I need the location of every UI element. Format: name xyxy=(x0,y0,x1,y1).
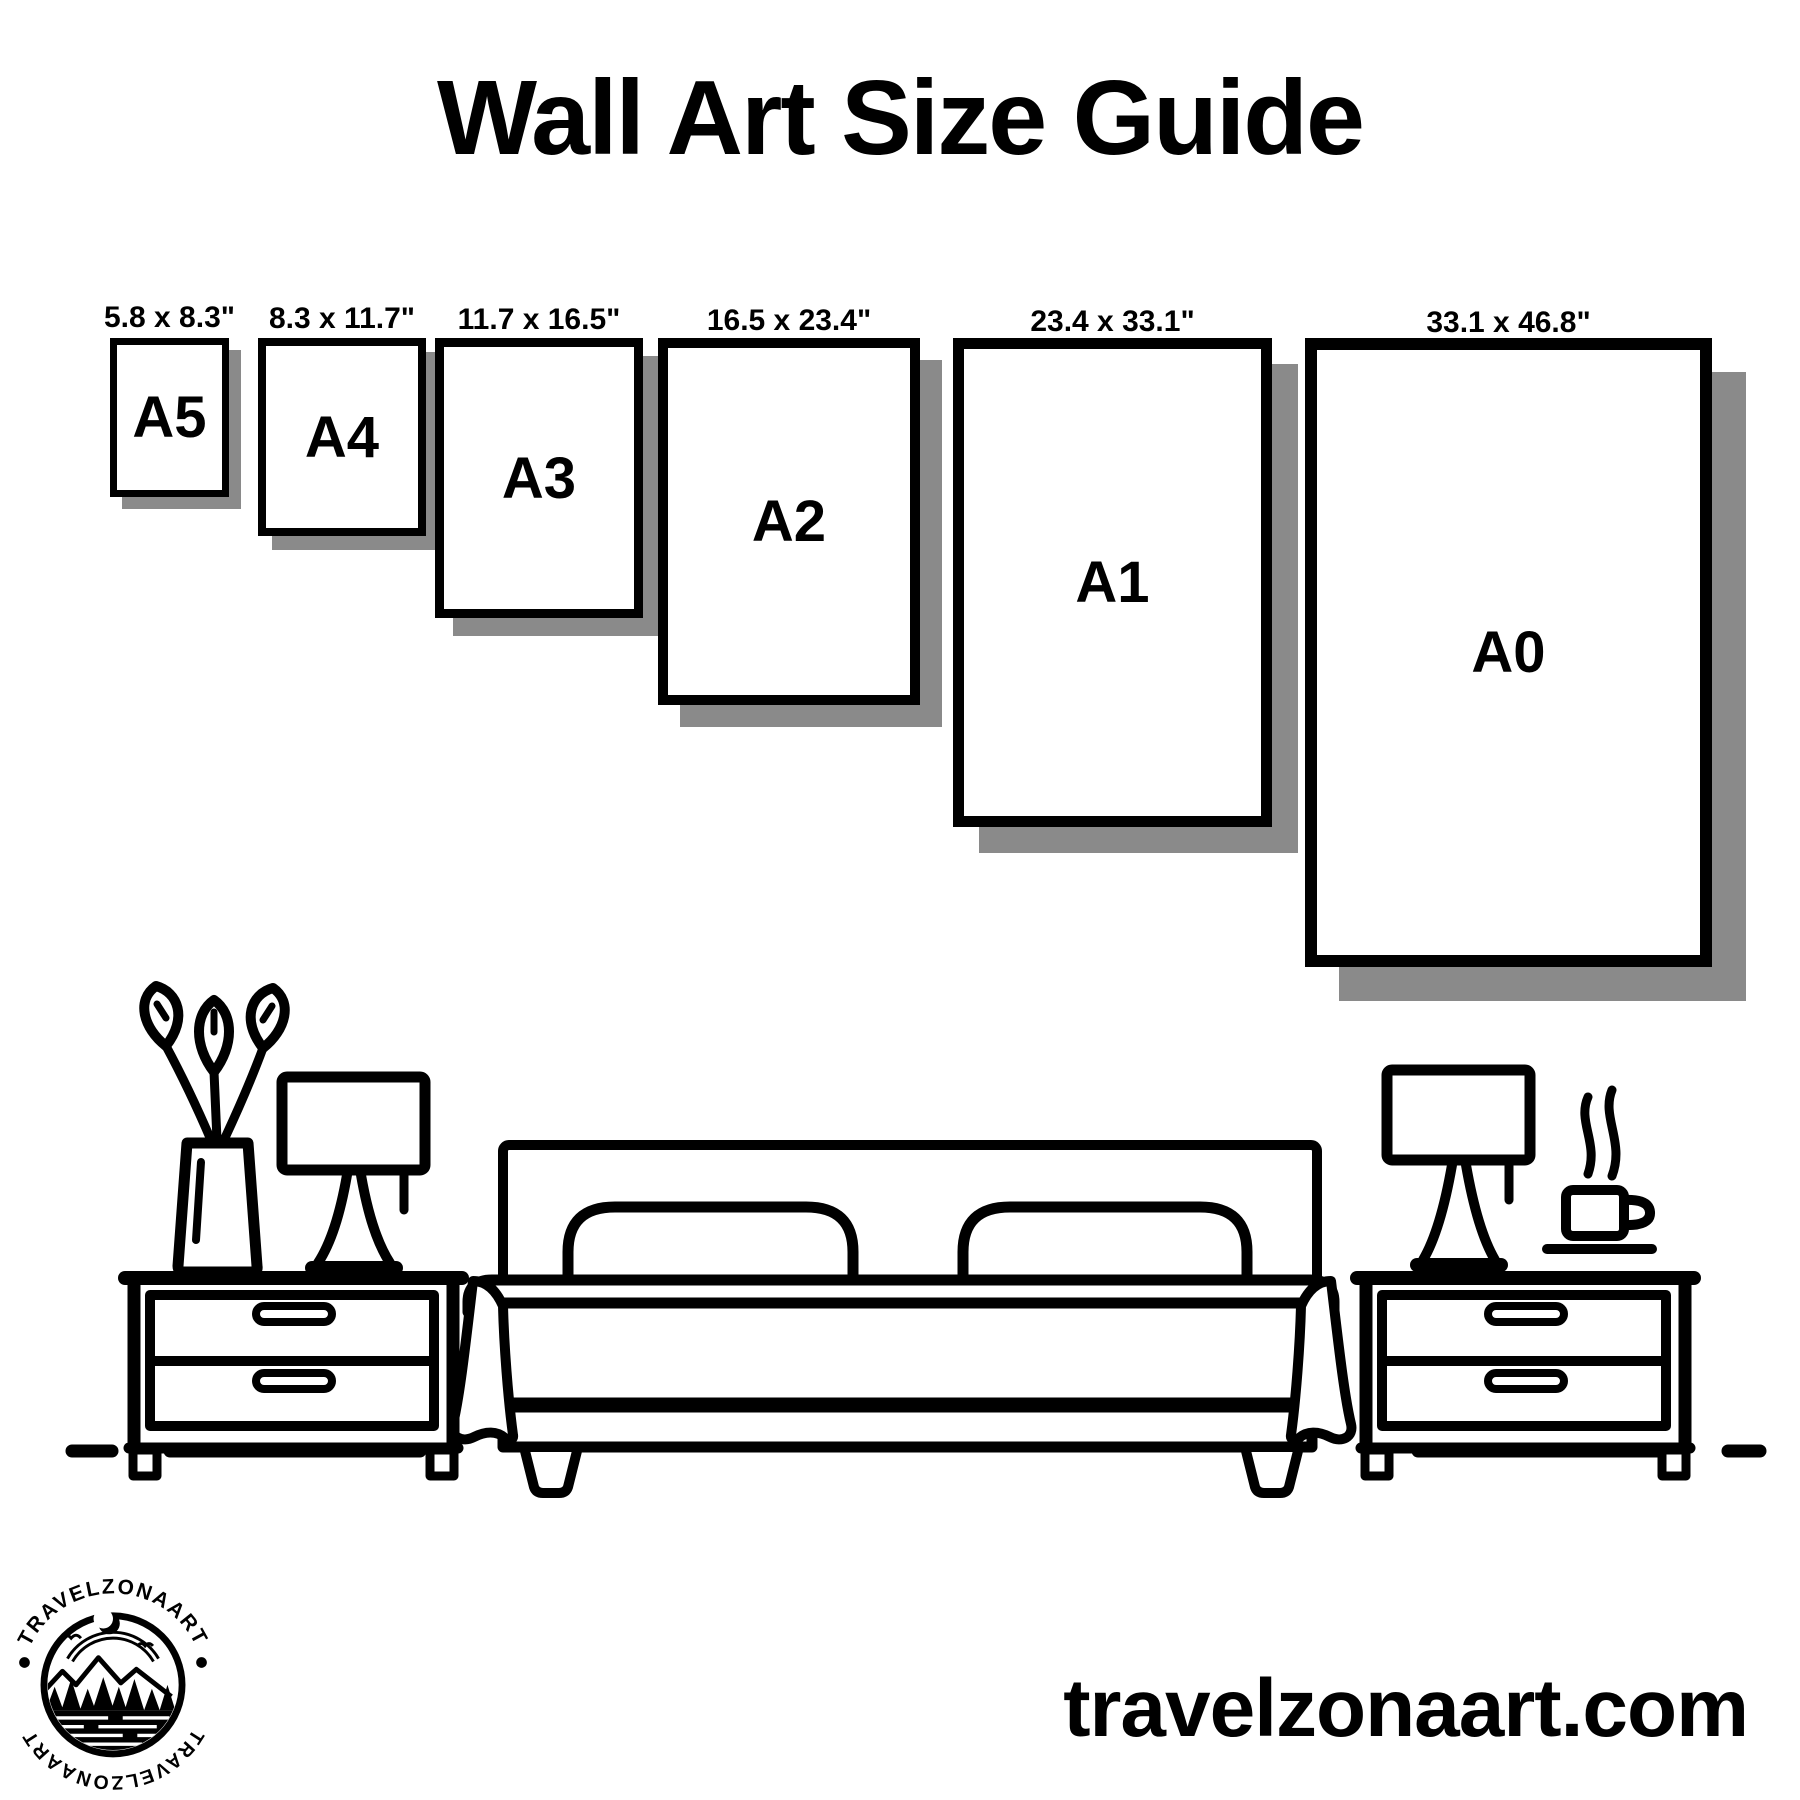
badge-dot-left xyxy=(19,1657,30,1668)
drawer-handle xyxy=(256,1373,332,1389)
frame-letter-a3: A3 xyxy=(501,445,577,511)
drawer-handle xyxy=(1488,1306,1564,1322)
size-label-a2: 16.5 x 23.4" xyxy=(706,304,872,337)
badge-dot-right xyxy=(196,1657,207,1668)
frame-letter-a1: A1 xyxy=(1075,550,1150,615)
page-title: Wall Art Size Guide xyxy=(437,59,1363,177)
plant-vase-icon xyxy=(144,986,284,1272)
brand-logo xyxy=(6,1568,220,1792)
drawer-handle xyxy=(256,1306,332,1322)
frame-letter-a4: A4 xyxy=(304,404,380,470)
bed-icon xyxy=(453,1145,1352,1493)
frame-letter-a5: A5 xyxy=(132,385,207,450)
size-label-a0: 33.1 x 46.8" xyxy=(1426,306,1591,339)
table-lamp-right-icon xyxy=(1387,1070,1530,1265)
frame-letter-a2: A2 xyxy=(751,489,827,554)
size-label-a4: 8.3 x 11.7" xyxy=(268,302,416,335)
nightstand-left-icon xyxy=(125,1278,462,1476)
brand-text-top: TRAVELZONAART xyxy=(13,1575,213,1650)
coffee-cup-icon xyxy=(1547,1090,1652,1249)
size-label-a5: 5.8 x 8.3" xyxy=(104,301,235,334)
brand-text-bottom: TRAVELZONAART xyxy=(17,1725,209,1792)
nightstand-right-icon xyxy=(1357,1278,1694,1476)
size-label-a1: 23.4 x 33.1" xyxy=(1030,305,1195,338)
website-url: travelzonaart.com xyxy=(1063,1663,1748,1754)
size-label-a3: 11.7 x 16.5" xyxy=(457,303,621,336)
frame-letter-a0: A0 xyxy=(1471,620,1546,685)
drawer-handle xyxy=(1488,1373,1564,1389)
table-lamp-left-icon xyxy=(282,1077,425,1268)
